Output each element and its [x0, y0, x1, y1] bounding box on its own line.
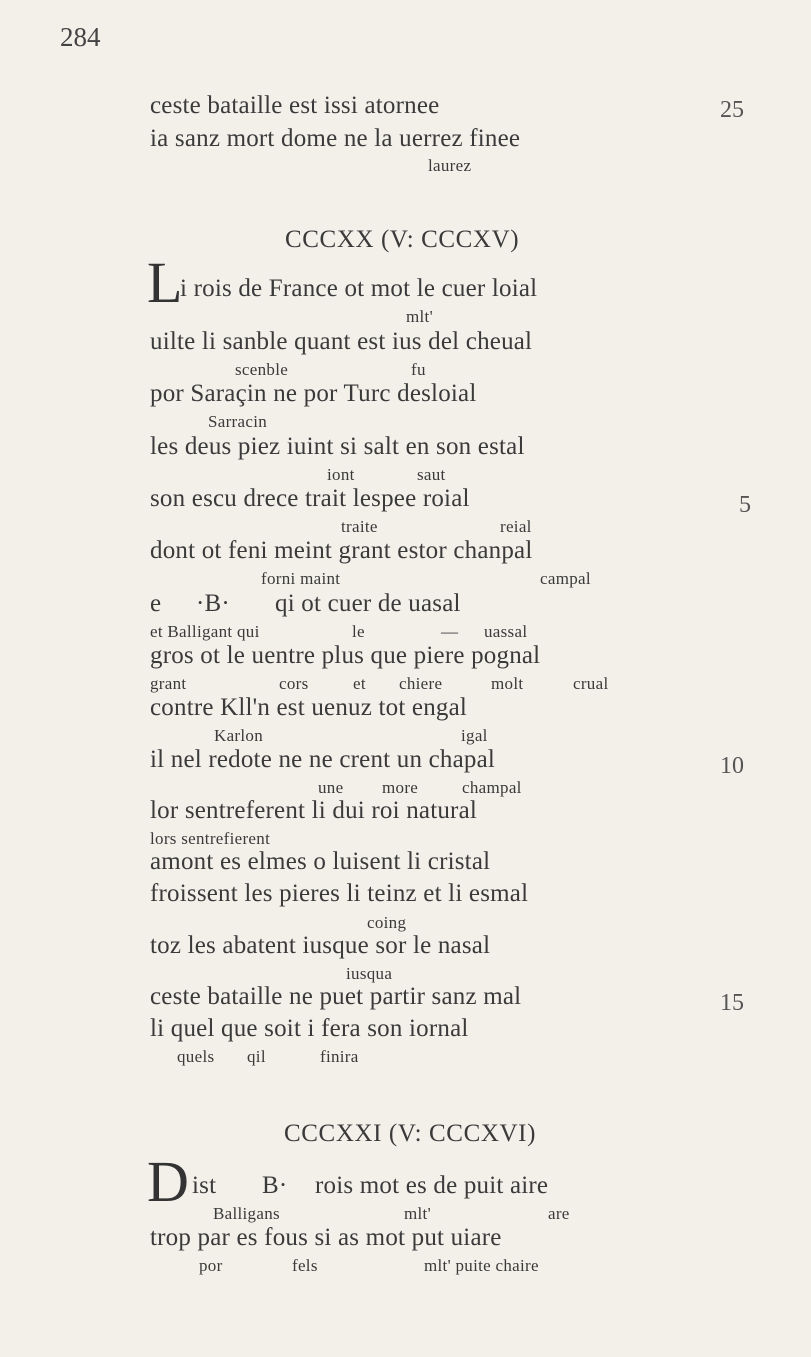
variant-reading: igal — [461, 726, 488, 745]
drop-cap: D — [147, 1149, 189, 1214]
variant-reading: iont — [327, 465, 355, 484]
verse-line: ist — [192, 1172, 217, 1199]
verse-line: les deus piez iuint si salt en son estal — [150, 433, 525, 460]
verse-line: contre Kll'n est uenuz tot engal — [150, 694, 468, 721]
variant-reading: Karlon — [214, 726, 264, 745]
variant-reading: le — [352, 622, 365, 641]
drop-cap: L — [147, 250, 183, 315]
verse-abbreviation: ·B· — [196, 590, 230, 617]
verse-line: ceste bataille ne puet partir sanz mal — [150, 983, 522, 1010]
variant-reading: more — [382, 778, 419, 797]
section-heading: CCCXXI (V: CCCXVI) — [284, 1120, 537, 1147]
variant-reading: forni maint — [261, 569, 341, 588]
verse-line: por Saraçin ne por Turc desloial — [150, 380, 477, 407]
variant-reading: Balligans — [213, 1204, 280, 1223]
variant-reading: mlt' — [406, 307, 433, 326]
variant-reading: laurez — [428, 156, 472, 175]
line-number: 25 — [720, 97, 744, 123]
verse-line: lor sentreferent li dui roi natural — [150, 797, 478, 824]
variant-reading: uassal — [484, 622, 528, 641]
variant-reading: crual — [573, 674, 609, 693]
verse-line: froissent les pieres li teinz et li esmal — [150, 880, 529, 907]
line-number: 5 — [739, 492, 751, 518]
variant-reading: coing — [367, 913, 407, 932]
variant-reading: chiere — [399, 674, 443, 693]
variant-reading: une — [318, 778, 344, 797]
variant-reading: cors — [279, 674, 309, 693]
variant-reading: champal — [462, 778, 522, 797]
variant-reading: fels — [292, 1256, 318, 1275]
verse-line: li quel que soit i fera son iornal — [150, 1015, 469, 1042]
verse-line: e — [150, 590, 162, 617]
variant-reading: et Balligant qui — [150, 622, 260, 641]
verse-line: il nel redote ne ne crent un chapal — [150, 746, 496, 773]
verse-line: uilte li sanble quant est ius del cheual — [150, 328, 533, 355]
verse-line: ia sanz mort dome ne la uerrez finee — [150, 125, 521, 152]
verse-line: toz les abatent iusque sor le nasal — [150, 932, 491, 959]
variant-reading: iusqua — [346, 964, 393, 983]
verse-line: amont es elmes o luisent li cristal — [150, 848, 491, 875]
variant-reading: campal — [540, 569, 591, 588]
variant-reading: grant — [150, 674, 187, 693]
verse-line: i rois de France ot mot le cuer loial — [180, 275, 538, 302]
verse-line: qi ot cuer de uasal — [275, 590, 461, 617]
verse-line: trop par es fous si as mot put uiare — [150, 1224, 502, 1251]
variant-reading: scenble — [235, 360, 289, 379]
variant-reading: fu — [411, 360, 426, 379]
variant-reading: et — [353, 674, 366, 693]
line-number: 10 — [720, 753, 744, 779]
verse-abbreviation: B· — [262, 1172, 288, 1199]
verse-line: ceste bataille est issi atornee — [150, 92, 440, 119]
variant-reading: mlt' — [404, 1204, 431, 1223]
section-heading: CCCXX (V: CCCXV) — [285, 226, 520, 253]
variant-reading: mlt' puite chaire — [424, 1256, 539, 1275]
verse-line: gros ot le uentre plus que piere pognal — [150, 642, 541, 669]
variant-reading: reial — [500, 517, 532, 536]
verse-line: dont ot feni meint grant estor chanpal — [150, 537, 533, 564]
verse-line: rois mot es de puit aire — [315, 1172, 549, 1199]
variant-reading: qil — [247, 1047, 266, 1066]
line-number: 15 — [720, 990, 744, 1016]
variant-reading: quels — [177, 1047, 215, 1066]
variant-reading: traite — [341, 517, 378, 536]
variant-reading: are — [548, 1204, 570, 1223]
verse-line: son escu drece trait lespee roial — [150, 485, 470, 512]
variant-reading: Sarracin — [208, 412, 268, 431]
variant-reading: molt — [491, 674, 524, 693]
variant-reading: lors sentrefierent — [150, 829, 271, 848]
variant-reading: — — [441, 622, 459, 641]
variant-reading: saut — [417, 465, 446, 484]
variant-reading: por — [199, 1256, 223, 1275]
variant-reading: finira — [320, 1047, 359, 1066]
page-number: 284 — [60, 22, 101, 52]
